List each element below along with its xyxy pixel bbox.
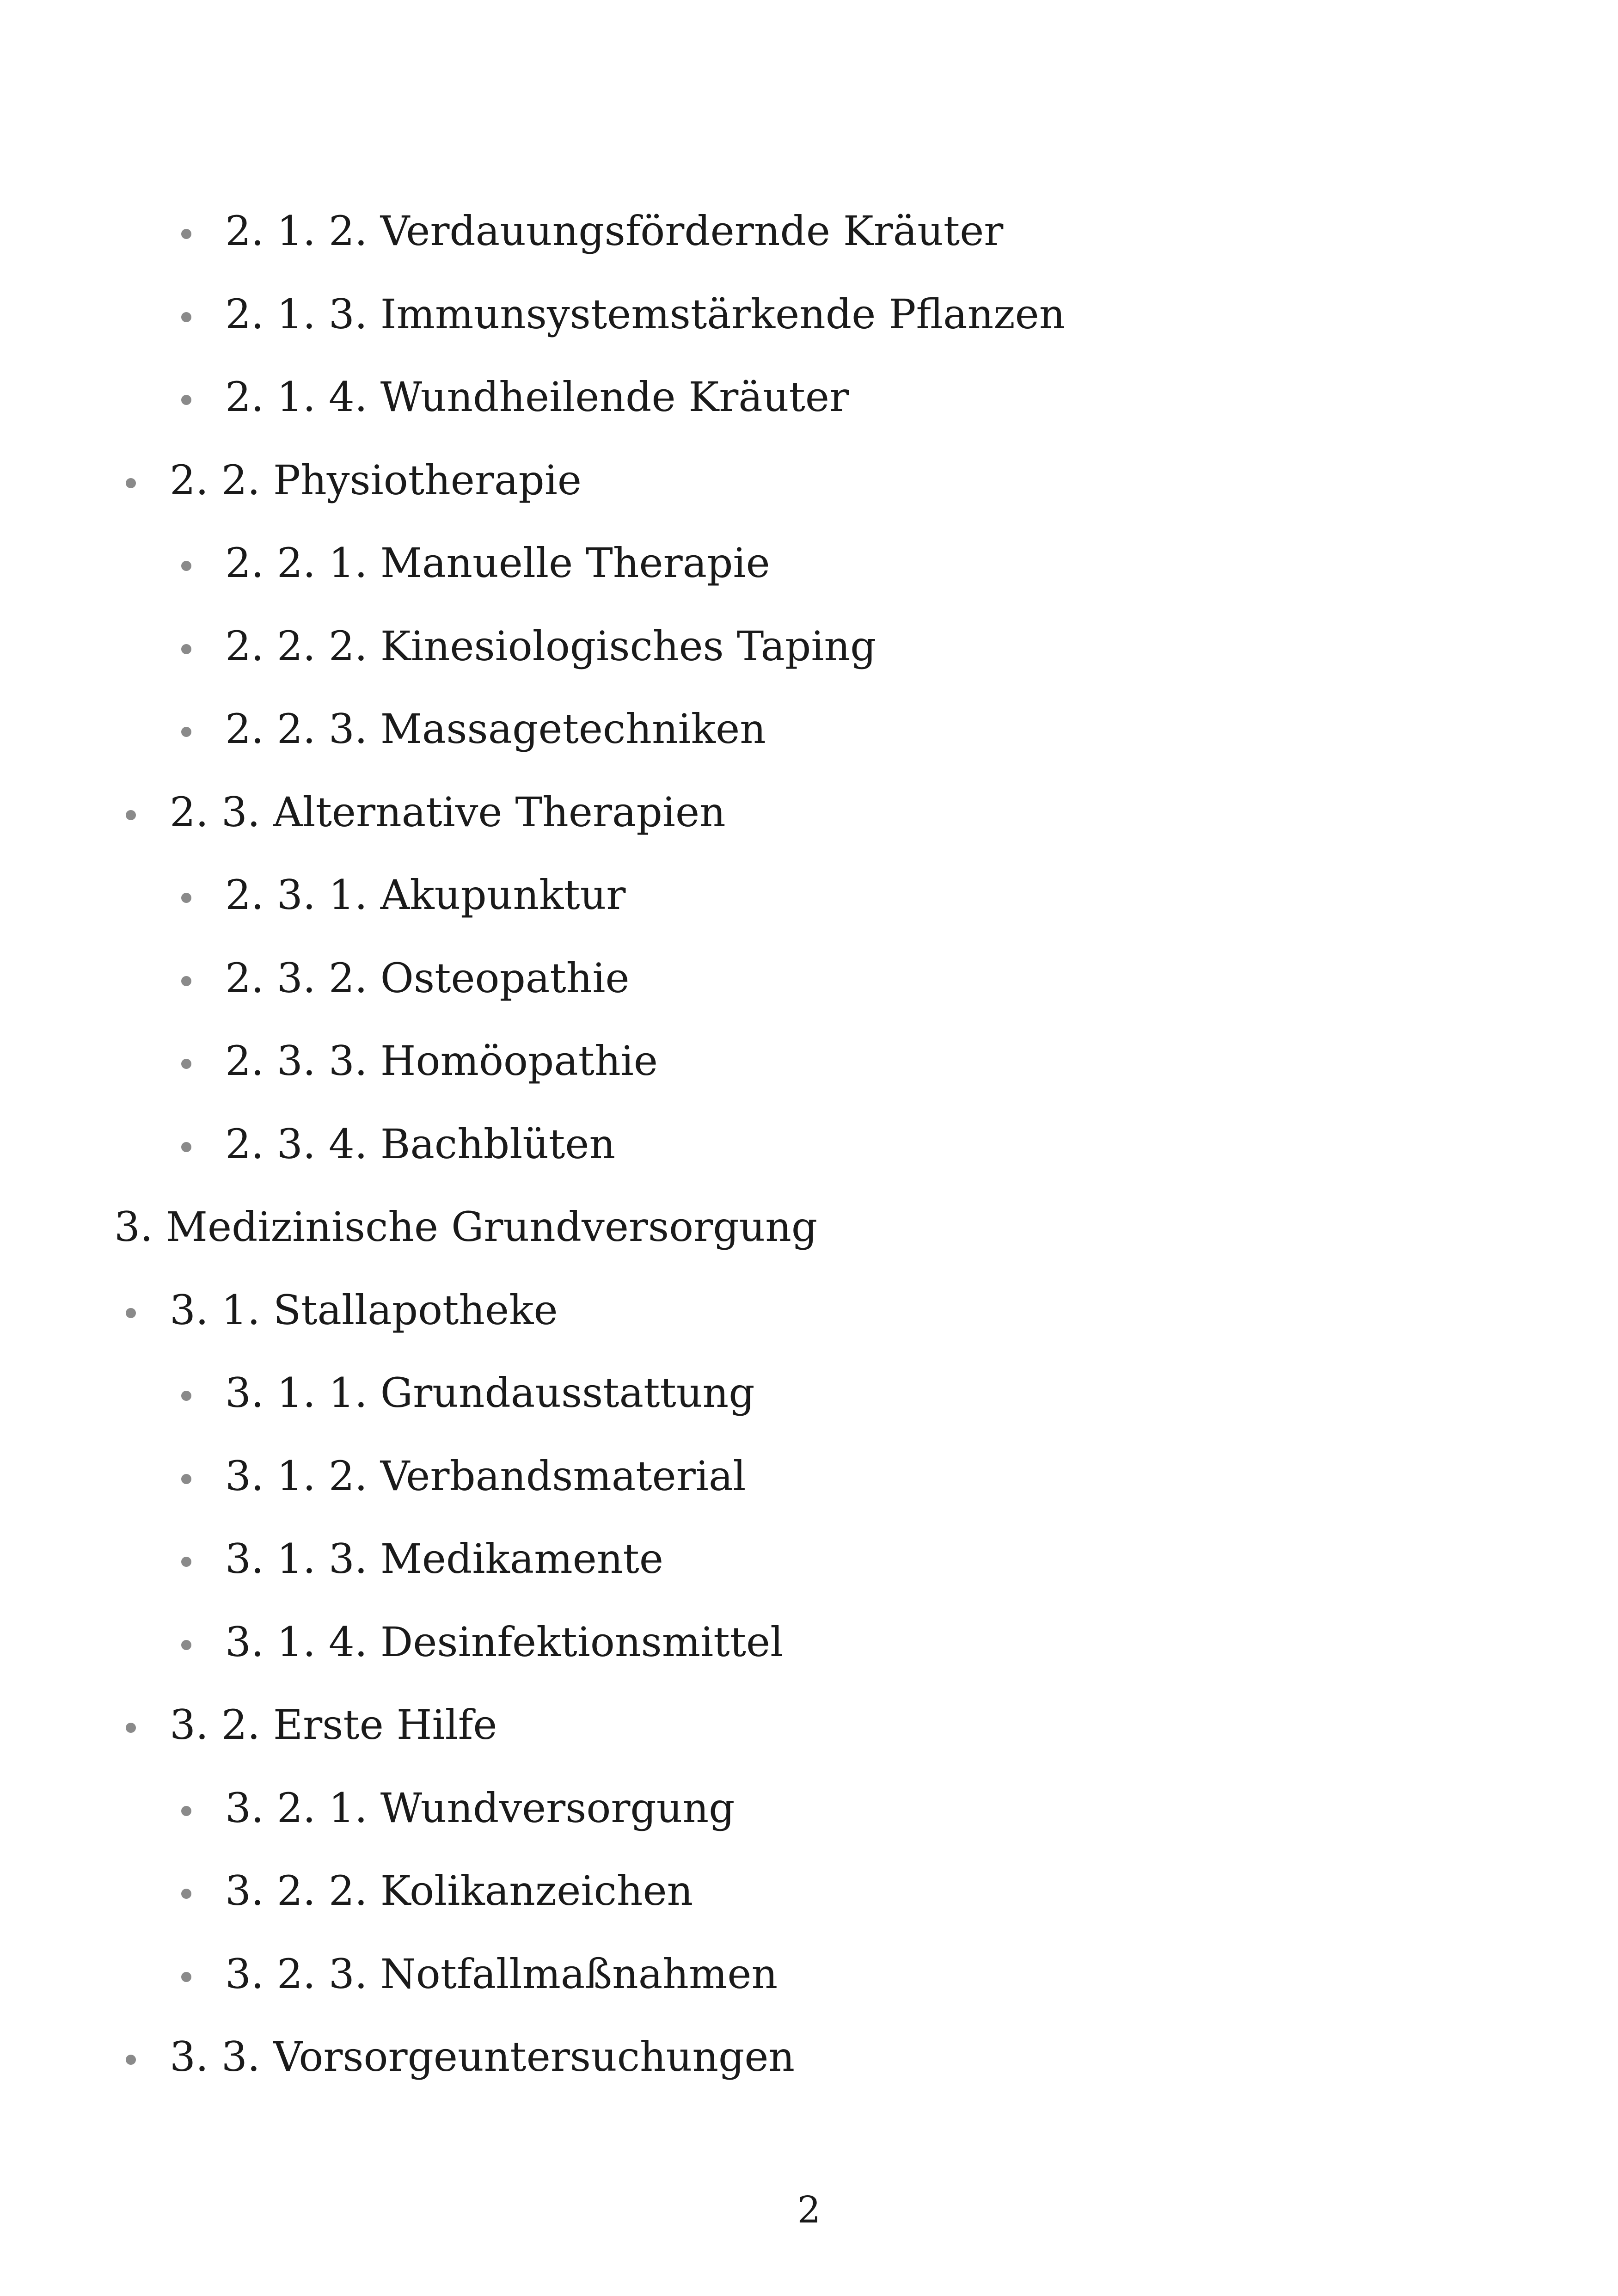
bullet-icon: [126, 1723, 136, 1733]
bullet-icon: [181, 1640, 191, 1650]
toc-entry-text: 3. 1. Stallapotheke: [170, 1286, 558, 1334]
bullet-icon: [181, 1059, 191, 1069]
toc-entry-text: 3. 3. Vorsorgeuntersuchungen: [170, 2033, 795, 2081]
bullet-icon: [126, 810, 136, 820]
toc-entry-text: 2. 2. 1. Manuelle Therapie: [225, 539, 770, 587]
toc-entry-text: 2. 3. 2. Osteopathie: [225, 954, 630, 1002]
toc-entry-text: 3. 1. 4. Desinfektionsmittel: [225, 1618, 784, 1666]
toc-entry-text: 3. 2. 2. Kolikanzeichen: [225, 1867, 693, 1915]
toc-entry-text: 2. 2. Physiotherapie: [170, 456, 582, 504]
toc-entry-text: 3. 2. Erste Hilfe: [170, 1701, 497, 1749]
bullet-icon: [181, 229, 191, 239]
bullet-icon: [181, 1889, 191, 1899]
bullet-icon: [181, 976, 191, 986]
toc-entry-text: 3. 1. 2. Verbandsmaterial: [225, 1452, 746, 1500]
bullet-icon: [181, 312, 191, 322]
bullet-icon: [126, 2055, 136, 2065]
toc-entry-text: 3. 2. 1. Wundversorgung: [225, 1784, 735, 1832]
bullet-icon: [181, 395, 191, 405]
bullet-icon: [126, 1308, 136, 1318]
bullet-icon: [181, 644, 191, 654]
bullet-icon: [181, 561, 191, 571]
toc-entry-text: 2. 3. 3. Homöopathie: [225, 1037, 658, 1085]
bullet-icon: [126, 478, 136, 488]
toc-entry-text: 2. 1. 3. Immunsystemstärkende Pflanzen: [225, 290, 1066, 338]
bullet-icon: [181, 1391, 191, 1401]
bullet-icon: [181, 1474, 191, 1484]
bullet-icon: [181, 1972, 191, 1982]
page-number: 2: [797, 2188, 821, 2231]
toc-entry-text: 3. Medizinische Grundversorgung: [114, 1203, 818, 1251]
toc-entry-text: 2. 1. 2. Verdauungsfördernde Kräuter: [225, 207, 1004, 255]
toc-entry-text: 3. 1. 1. Grundausstattung: [225, 1369, 755, 1417]
toc-entry-text: 2. 3. Alternative Therapien: [170, 788, 726, 836]
toc-entry-text: 2. 3. 4. Bachblüten: [225, 1120, 616, 1168]
toc-entry-text: 2. 2. 2. Kinesiologisches Taping: [225, 622, 876, 670]
bullet-icon: [181, 1806, 191, 1816]
toc-entry-text: 3. 2. 3. Notfallmaßnahmen: [225, 1950, 778, 1998]
toc-entry-text: 2. 1. 4. Wundheilende Kräuter: [225, 373, 849, 421]
toc-entry-text: 2. 3. 1. Akupunktur: [225, 871, 626, 919]
bullet-icon: [181, 893, 191, 903]
bullet-icon: [181, 1142, 191, 1152]
bullet-icon: [181, 1557, 191, 1567]
bullet-icon: [181, 727, 191, 737]
toc-entry-text: 2. 2. 3. Massagetechniken: [225, 705, 766, 753]
toc-entry-text: 3. 1. 3. Medikamente: [225, 1535, 663, 1583]
